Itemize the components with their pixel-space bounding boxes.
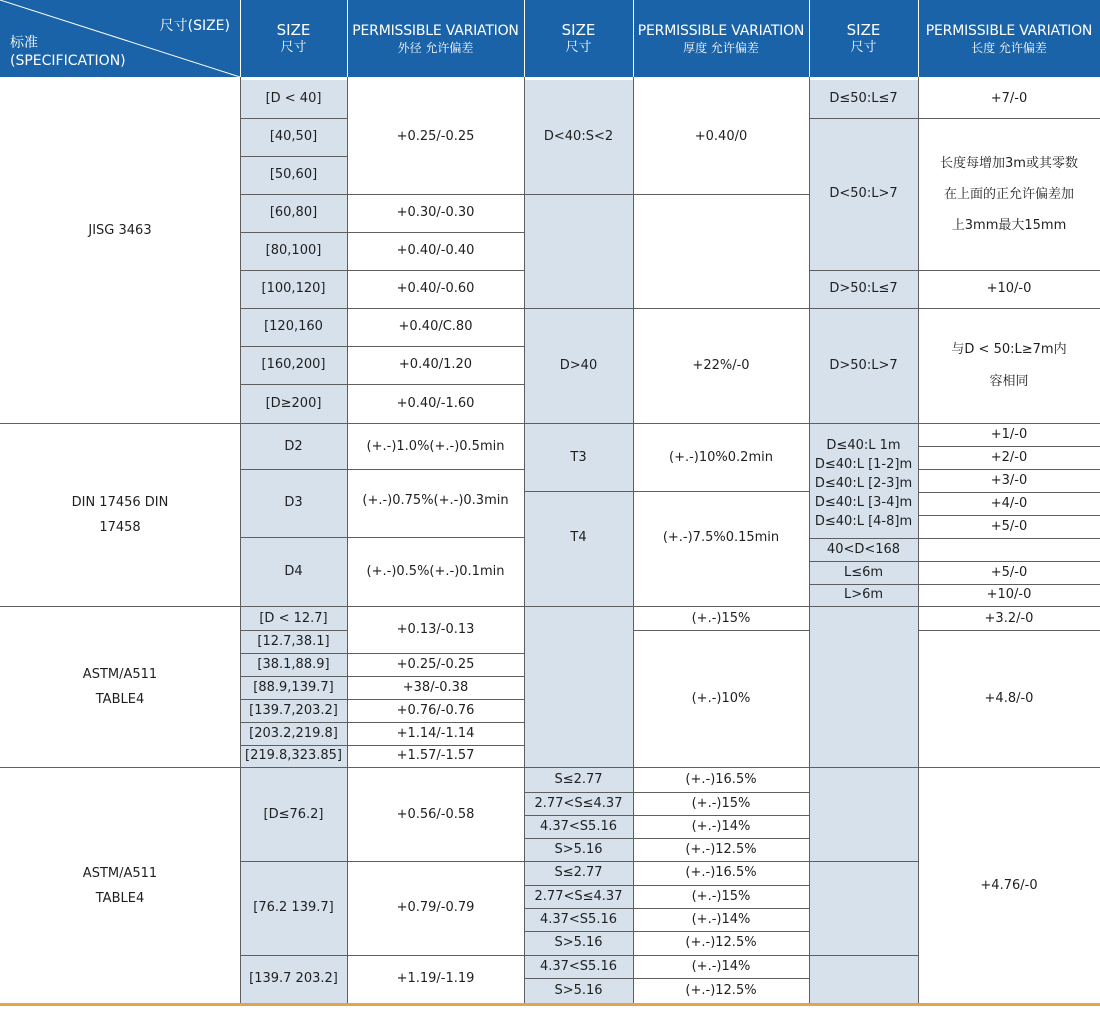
header-size-en: SIZE (276, 21, 311, 39)
thk-variation-cell: (+.-)15% (691, 795, 751, 811)
len-size-cell: 40<D<168 (826, 541, 901, 557)
header-standard-en: (SPECIFICATION) (10, 53, 126, 69)
header-divider (633, 0, 634, 77)
size-cell: D2 (284, 438, 303, 454)
thk-variation-cell: (+.-)10% (691, 690, 751, 706)
size-cell: [60,80] (269, 205, 318, 220)
header-divider (918, 0, 919, 77)
header-size-label: 尺寸(SIZE) (159, 18, 230, 34)
size-cell: [38.1,88.9] (257, 656, 330, 672)
spec-label-astm: ASTM/A511 TABLE4 (82, 865, 158, 906)
od-variation-cell: (+.-)0.75%(+.-)0.3min (362, 492, 509, 508)
size-cell: [D≥200] (265, 395, 322, 411)
thk-variation-cell: (+.-)12.5% (685, 935, 757, 950)
bottom-rule (0, 1003, 1100, 1006)
size-cell: [160,200] (261, 357, 326, 372)
od-variation-cell: (+.-)0.5%(+.-)0.1min (366, 563, 505, 579)
thk-size-cell: D<40:S<2 (543, 129, 614, 144)
size-cell: [40,50] (269, 129, 318, 144)
size-cell: [139.7,203.2] (249, 702, 338, 718)
header-divider (809, 0, 810, 77)
len-variation-cell: +3/-0 (990, 472, 1028, 488)
header-var-en: PERMISSIBLE VARIATION (352, 22, 519, 39)
thk-variation-cell: (+.-)14% (691, 911, 751, 927)
header-divider (524, 0, 525, 77)
thk-size-cell: 4.37<S5.16 (539, 911, 618, 927)
len-size-cell: L>6m (843, 587, 884, 602)
thk-size-cell: S>5.16 (554, 935, 603, 950)
len-size-cell: D≤40:L [4-8]m (814, 513, 913, 529)
header-standard-zh: 标准 (10, 35, 38, 51)
od-variation-cell: +0.40/1.20 (398, 357, 473, 372)
header-var-len-zh: 长度 允许偏差 (971, 40, 1047, 55)
thk-variation-cell: (+.-)14% (691, 818, 751, 834)
thk-size-cell: 4.37<S5.16 (539, 958, 618, 974)
od-variation-cell: +0.76/-0.76 (396, 702, 475, 718)
len-variation-cell: +4.8/-0 (984, 690, 1034, 706)
row-line (524, 194, 809, 195)
len-variation-cell: +1/-0 (990, 427, 1028, 442)
len-variation-cell: +5/-0 (990, 518, 1028, 534)
len-size-cell: D≤40:L [1-2]m (814, 456, 913, 472)
thk-size-cell: D>40 (559, 357, 598, 373)
thk-variation-cell: (+.-)15% (691, 610, 751, 626)
len-size-cell: D>50:L>7 (829, 357, 898, 373)
header-var-od-zh: 外径 允许偏差 (397, 40, 474, 55)
header-od-variation (347, 0, 524, 77)
header-size-en: SIZE (561, 21, 596, 39)
len-variation-cell: +10/-0 (986, 587, 1032, 602)
len-size-cell: D≤40:L 1m (826, 437, 901, 453)
len-size-cell: D≤40:L [2-3]m (814, 475, 913, 491)
size-cell: [100,120] (261, 281, 326, 296)
size-cell: [12.7,38.1] (257, 633, 330, 649)
spec-label-din: DIN 17456 DIN 17458 (71, 495, 169, 535)
header-divider (347, 0, 348, 77)
thk-variation-cell: (+.-)12.5% (685, 841, 757, 857)
header-size-en: SIZE (846, 21, 881, 39)
len-size-cell: D>50:L≤7 (829, 281, 898, 296)
size-cell: [D < 40] (265, 91, 322, 106)
od-variation-cell: +0.79/-0.79 (396, 900, 475, 915)
header-var-en: PERMISSIBLE VARIATION (637, 22, 805, 39)
thk-size-cell: 4.37<S5.16 (539, 818, 618, 834)
thk-size-cell: 2.77<S≤4.37 (534, 795, 623, 811)
header-spec-cell (0, 0, 240, 77)
header-var-en: PERMISSIBLE VARIATION (925, 22, 1093, 39)
od-variation-cell: +0.40/-0.40 (396, 243, 475, 258)
thk-variation-cell: +0.40/0 (694, 129, 748, 144)
od-variation-cell: +0.25/-0.25 (396, 656, 475, 672)
spec-label-astm: ASTM/A511 TABLE4 (82, 667, 158, 707)
thk-variation-cell: (+.-)7.5%0.15min (662, 529, 780, 545)
thk-size-cell: T4 (570, 529, 587, 545)
len-variation-cell: +4/-0 (990, 495, 1028, 511)
thk-variation-cell: (+.-)16.5% (685, 772, 757, 787)
od-variation-cell: +1.19/-1.19 (396, 971, 475, 986)
size-cell: [50,60] (269, 167, 318, 182)
size-cell: [219.8,323.85] (245, 748, 342, 763)
size-cell: [139.7 203.2] (249, 971, 338, 986)
od-variation-cell: (+.-)1.0%(+.-)0.5min (366, 438, 505, 454)
header-size-zh: 尺寸 (565, 40, 592, 55)
od-variation-cell: +1.57/-1.57 (396, 748, 475, 763)
size-cell: [D≤76.2] (263, 806, 324, 822)
len-variation-cell: +3.2/-0 (984, 610, 1034, 626)
od-variation-cell: +0.56/-0.58 (396, 806, 475, 822)
thk-size-cell: S>5.16 (554, 982, 603, 998)
len-variation-note: 长度每增加3m或其零数在上面的正允许偏差加上3mm最大15mm (940, 155, 1078, 233)
header-thk-variation (633, 0, 809, 77)
len-size-cell: D<50:L>7 (829, 186, 898, 201)
header-od-size (240, 0, 347, 77)
thk-size-cell: S≤2.77 (554, 772, 603, 787)
od-variation-cell: +0.40/C.80 (398, 319, 473, 334)
od-variation-cell: +1.14/-1.14 (396, 725, 475, 741)
thk-size-cell: S≤2.77 (554, 865, 603, 880)
thk-size-cell: S>5.16 (554, 841, 603, 857)
len-size-cell: D≤50:L≤7 (829, 91, 898, 106)
header-divider (240, 0, 241, 77)
od-variation-cell: +0.40/-1.60 (396, 395, 475, 411)
thk-size-cell: 2.77<S≤4.37 (534, 888, 623, 904)
len-variation-cell: +4.76/-0 (980, 877, 1038, 893)
header-var-thk-zh: 厚度 允许偏差 (683, 40, 759, 55)
header-len-size (809, 0, 918, 77)
len-variation-note: 与D < 50:L≥7m内容相同 (951, 341, 1067, 389)
size-cell: D3 (284, 495, 303, 510)
header-len-variation (918, 0, 1100, 77)
size-cell: [120,160 (264, 319, 323, 334)
od-variation-cell: +0.13/-0.13 (396, 622, 475, 637)
len-variation-cell: +2/-0 (990, 449, 1028, 465)
thk-variation-cell: (+.-)16.5% (685, 865, 757, 880)
header-thk-size (524, 0, 633, 77)
len-size-cell: L≤6m (843, 564, 884, 580)
size-cell: [80,100] (265, 243, 322, 258)
size-cell: [76.2 139.7] (253, 900, 334, 915)
od-variation-cell: +0.40/-0.60 (396, 281, 475, 296)
thk-variation-cell: (+.-)14% (691, 958, 751, 974)
spec-label-jis: JISG 3463 (88, 222, 152, 238)
header-size-zh: 尺寸 (850, 40, 877, 55)
od-variation-cell: +0.25/-0.25 (396, 129, 475, 144)
len-variation-cell: +7/-0 (990, 91, 1028, 106)
size-cell: D4 (284, 563, 303, 579)
od-variation-cell: +38/-0.38 (402, 679, 469, 695)
thk-size-cell: T3 (570, 449, 587, 465)
thk-variation-cell: +22%/-0 (692, 357, 750, 373)
od-variation-cell: +0.30/-0.30 (396, 205, 475, 220)
size-cell: [88.9,139.7] (253, 679, 334, 695)
thk-variation-cell: (+.-)15% (691, 888, 751, 904)
len-variation-cell: +5/-0 (990, 564, 1028, 580)
len-variation-cell: +10/-0 (986, 281, 1032, 296)
header-standard-label (10, 34, 126, 70)
thk-variation-cell: (+.-)12.5% (685, 982, 757, 998)
len-size-cell: D≤40:L [3-4]m (814, 494, 913, 510)
thk-variation-cell: (+.-)10%0.2min (669, 449, 773, 465)
size-cell: [203.2,219.8] (249, 725, 338, 741)
header-size-zh: 尺寸 (280, 40, 307, 55)
size-cell: [D < 12.7] (259, 610, 328, 626)
